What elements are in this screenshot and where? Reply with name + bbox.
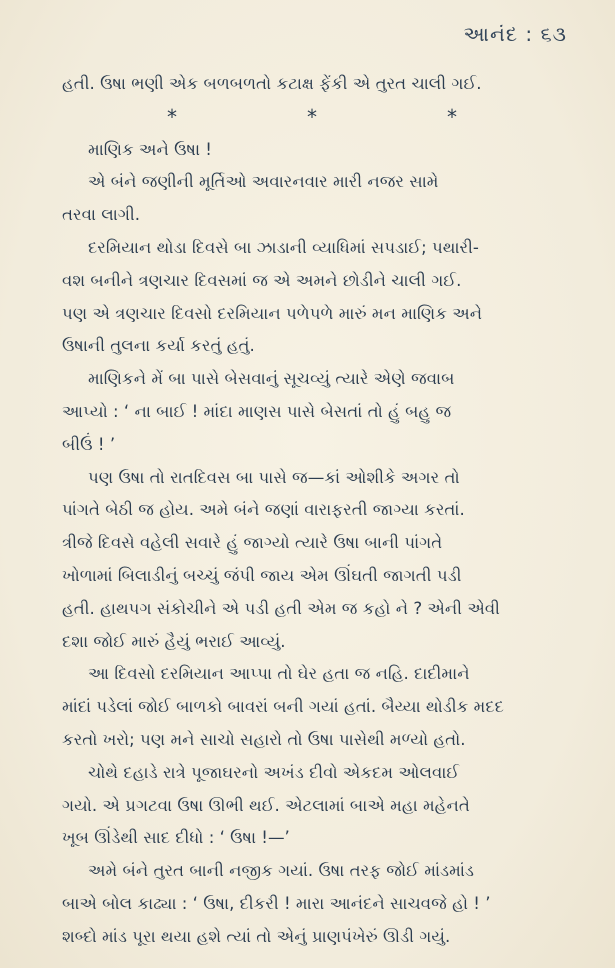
- text-line: આપ્યો : ‘ ના બાઈ ! માંદા માણસ પાસે બેસતાં તો હું બહુ જ: [62, 401, 452, 421]
- text-line: કરતો ખરો; પણ મને સાચો સહારો તો ઉષા પાસેથી મળ્યો હતો.: [62, 729, 466, 749]
- asterisk: *: [447, 104, 457, 129]
- text-line: માણિક અને ઉષા !: [88, 139, 212, 159]
- text-line: ગયો. એ પ્રગટવા ઉષા ઊભી થઈ. એટલામાં બાએ મહા મહેનતે: [62, 795, 470, 815]
- text-line: આ દિવસો દરમિયાન આપ્પા તો ઘેર હતા જ નહિ. દાદીમાને: [88, 664, 470, 684]
- text-line: પણ ઉષા તો રાતદિવસ બા પાસે જ—કાં ઓશીકે અગર તો: [88, 467, 460, 487]
- text-line: અમે બંને તુરત બાની નજીક ગયાં. ઉષા તરફ જોઈ માંડમાંડ: [88, 861, 475, 881]
- text-line: ઉષાની તુલના કર્યા કરતું હતું.: [62, 336, 255, 356]
- asterisk: *: [167, 104, 177, 129]
- text-line: માંદાં પડેલાં જોઈ બાળકો બાવરાં બની ગયાં હતાં. બૈય્યા થોડીક મદદ: [62, 697, 504, 717]
- text-line: ખોળામાં બિલાડીનું બચ્ચું જંપી જાય એમ ઊંઘતી જાગતી પડી: [62, 565, 462, 585]
- text-line: દશા જોઈ મારું હૈયું ભરાઈ આવ્યું.: [62, 631, 286, 651]
- running-header: આનંદ : ૬૩: [463, 22, 567, 46]
- text-line: ખૂબ ઊંડેથી સાદ દીધો : ‘ ઉષા !—’: [62, 828, 290, 848]
- page-body-text: [62, 68, 562, 954]
- text-line: શબ્દો માંડ પૂરા થયા હશે ત્યાં તો એનું પ્રાણપંખેરું ઊડી ગયું.: [62, 926, 451, 946]
- text-line: દરમિયાન થોડા દિવસે બા ઝાડાની વ્યાધિમાં સપડાઈ; પથારી-: [88, 237, 479, 257]
- asterisk: *: [307, 104, 317, 129]
- text-line: પાંગતે બેઠી જ હોય. અમે બંને જણાં વારાફરતી જાગ્યા કરતાં.: [62, 500, 465, 520]
- text-line: હતી. હાથપગ સંકોચીને એ પડી હતી એમ જ કહો ને ? એની એવી: [62, 598, 500, 618]
- text-line: બીઉં ! ’: [62, 434, 116, 454]
- text-line: પણ એ ત્રણચાર દિવસો દરમિયાન પળેપળે મારું મન માણિક અને: [62, 303, 483, 323]
- section-break-asterisks: [102, 101, 522, 134]
- text-line: ત્રીજે દિવસે વહેલી સવારે હું જાગ્યો ત્યારે ઉષા બાની પાંગતે: [62, 533, 443, 553]
- text-line: હતી. ઉષા ભણી એક બળબળતો કટાક્ષ ફેંકી એ તુરત ચાલી ગઈ.: [62, 74, 482, 93]
- text-line: તરવા લાગી.: [62, 205, 141, 225]
- text-line: એ બંને જણીની મૂર્તિઓ અવારનવાર મારી નજર સામે: [88, 172, 439, 192]
- text-line: માણિકને મેં બા પાસે બેસવાનું સૂચવ્યું ત્યારે એણે જવાબ: [88, 369, 455, 389]
- text-line: વશ બનીને ત્રણચાર દિવસમાં જ એ અમને છોડીને ચાલી ગઈ.: [62, 270, 462, 290]
- text-line: બાએ બોલ કાઢ્યા : ‘ ઉષા, દીકરી ! મારા આનંદને સાચવજે હો ! ’: [62, 893, 491, 913]
- text-line: ચોથે દહાડે રાત્રે પૂજાઘરનો અખંડ દીવો એકદમ ઓલવાઈ: [88, 762, 460, 782]
